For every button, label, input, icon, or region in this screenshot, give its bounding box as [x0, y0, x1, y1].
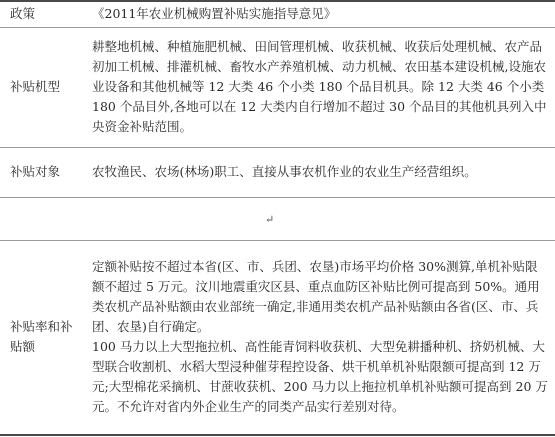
table-row-machine-types: [0, 27, 555, 147]
table-row-subsidy-targets: [0, 147, 555, 197]
subsidy-rates-paragraph-1: 定额补贴按不超过本省(区、市、兵团、农垦)市场平均价格 30%测算,单机补贴限额不超过 5 万元。汶川地震重灾区县、重点血防区补贴比例可提高到 50%。通用类农机产品补贴额由农业部统一确定,非通用类农机产品补贴额由各省(区、市、兵团、农垦)自行确定。: [92, 259, 540, 335]
row-label-subsidy-targets: 补贴对象: [0, 147, 84, 197]
policy-table-top: [0, 0, 555, 198]
row-value-subsidy-rates: [84, 241, 555, 435]
row-label-machine-types: 补贴机型: [0, 27, 84, 147]
header-label-cell: 政策: [10, 6, 36, 22]
row-label-subsidy-rates: 补贴率和补贴额: [10, 319, 73, 355]
table-row-subsidy-rates: [0, 241, 555, 435]
policy-table-bottom: [0, 240, 555, 436]
header-value-cell: 《2011年农业机械购置补贴实施指导意见》: [92, 6, 337, 22]
paragraph-mark: ↵: [265, 213, 275, 226]
table-header-row: [0, 1, 555, 27]
row-value-machine-types: 耕整地机械、种植施肥机械、田间管理机械、收获机械、收获后处理机械、农产品初加工机械、排灌机械、畜牧水产养殖机械、动力机械、农田基本建设机械,设施农业设备和其他机械等 12 大类 46 个小类 180 个品目机具。除 12 大类 46 个小类 180 个品目外,各地可以在 12 大类内自行增加不超过 30 个品目的其他机具列入中央资金补贴范围。: [84, 27, 555, 147]
subsidy-rates-paragraph-2: 100 马力以上大型拖拉机、高性能青饲料收获机、大型免耕播种机、挤奶机械、大型联合收割机、水稻大型浸种催芽程控设备、烘干机单机补贴限额可提高到 12 万元;大型棉花采摘机、甘蔗收获机、200 马力以上拖拉机单机补贴额可提高到 20 万元。不允许对省内外企业生产的同类产品实行差别对待。: [92, 339, 548, 415]
row-value-subsidy-targets: 农牧渔民、农场(林场)职工、直接从事农机作业的农业生产经营组织。: [84, 147, 555, 197]
